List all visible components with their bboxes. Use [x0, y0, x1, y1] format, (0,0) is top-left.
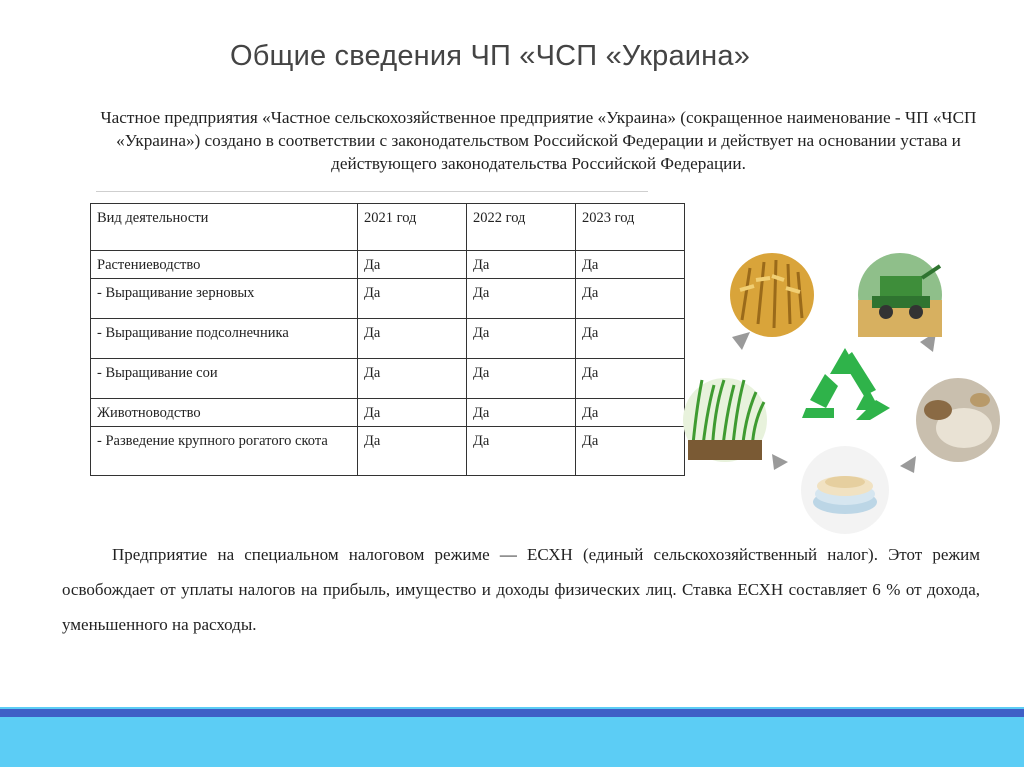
- plates-icon: [801, 446, 889, 534]
- activities-table: [90, 203, 685, 476]
- table-cell: Да: [576, 251, 685, 279]
- table-row: [91, 399, 685, 427]
- table-cell: Да: [358, 251, 467, 279]
- header-cell: 2022 год: [467, 204, 576, 251]
- tax-text: Предприятие на специальном налоговом режиме — ЕСХН (единый сельскохозяйственный налог). Этот режим освобождает от уплаты налогов на прибыль, имущество и доходы физических лиц. Ставка ЕСХН составляет 6 % от дохода, уменьшенного на расходы.: [62, 545, 980, 634]
- arrow-icon: [900, 456, 916, 473]
- table-cell: Да: [467, 251, 576, 279]
- slide-title: Общие сведения ЧП «ЧСП «Украина»: [229, 40, 751, 72]
- table-cell: Да: [358, 399, 467, 427]
- table-cell: Да: [467, 399, 576, 427]
- header-cell: 2023 год: [576, 204, 685, 251]
- header-cell: Вид деятельности: [91, 204, 358, 251]
- table-cell: Да: [576, 359, 685, 399]
- harvester-icon: [858, 253, 942, 337]
- table-cell: Да: [467, 359, 576, 399]
- table-cell: Да: [358, 319, 467, 359]
- table-cell: Да: [467, 319, 576, 359]
- tax-paragraph: [62, 537, 980, 642]
- table-cell: - Выращивание сои: [91, 359, 358, 399]
- table-row: [91, 427, 685, 476]
- table-cell: Да: [576, 427, 685, 476]
- footer-line: [0, 709, 1024, 717]
- table-cell: - Выращивание зерновых: [91, 279, 358, 319]
- arrow-icon: [772, 454, 788, 470]
- table-cell: Животноводство: [91, 399, 358, 427]
- table-cell: Да: [467, 427, 576, 476]
- table-cell: - Разведение крупного рогатого скота: [91, 427, 358, 476]
- divider: [96, 191, 648, 192]
- table-cell: Да: [576, 279, 685, 319]
- table-cell: Да: [358, 279, 467, 319]
- table-cell: Да: [467, 279, 576, 319]
- table-row: [91, 319, 685, 359]
- arrow-icon: [732, 332, 750, 350]
- intro-paragraph: Частное предприятия «Частное сельскохозяйственное предприятие «Украина» (сокращенное наименование - ЧП «ЧСП «Украина») создано в соответствии с законодательством Российской Федерации и действует на основании устава и действующего законодательства Российской Федерации.: [100, 108, 977, 173]
- header-cell: 2021 год: [358, 204, 467, 251]
- table-cell: - Выращивание подсолнечника: [91, 319, 358, 359]
- agri-cycle-illustration: [680, 240, 1010, 540]
- table-cell: Растениеводство: [91, 251, 358, 279]
- table-row: [91, 279, 685, 319]
- table-header-row: [91, 204, 685, 251]
- recycle-icon: [802, 348, 890, 420]
- table-cell: Да: [576, 399, 685, 427]
- table-row: [91, 251, 685, 279]
- table-cell: Да: [358, 427, 467, 476]
- table-cell: Да: [576, 319, 685, 359]
- table-cell: Да: [358, 359, 467, 399]
- table-row: [91, 359, 685, 399]
- grass-icon: [683, 378, 767, 462]
- wheat-icon: [730, 253, 814, 337]
- flour-icon: [916, 378, 1000, 462]
